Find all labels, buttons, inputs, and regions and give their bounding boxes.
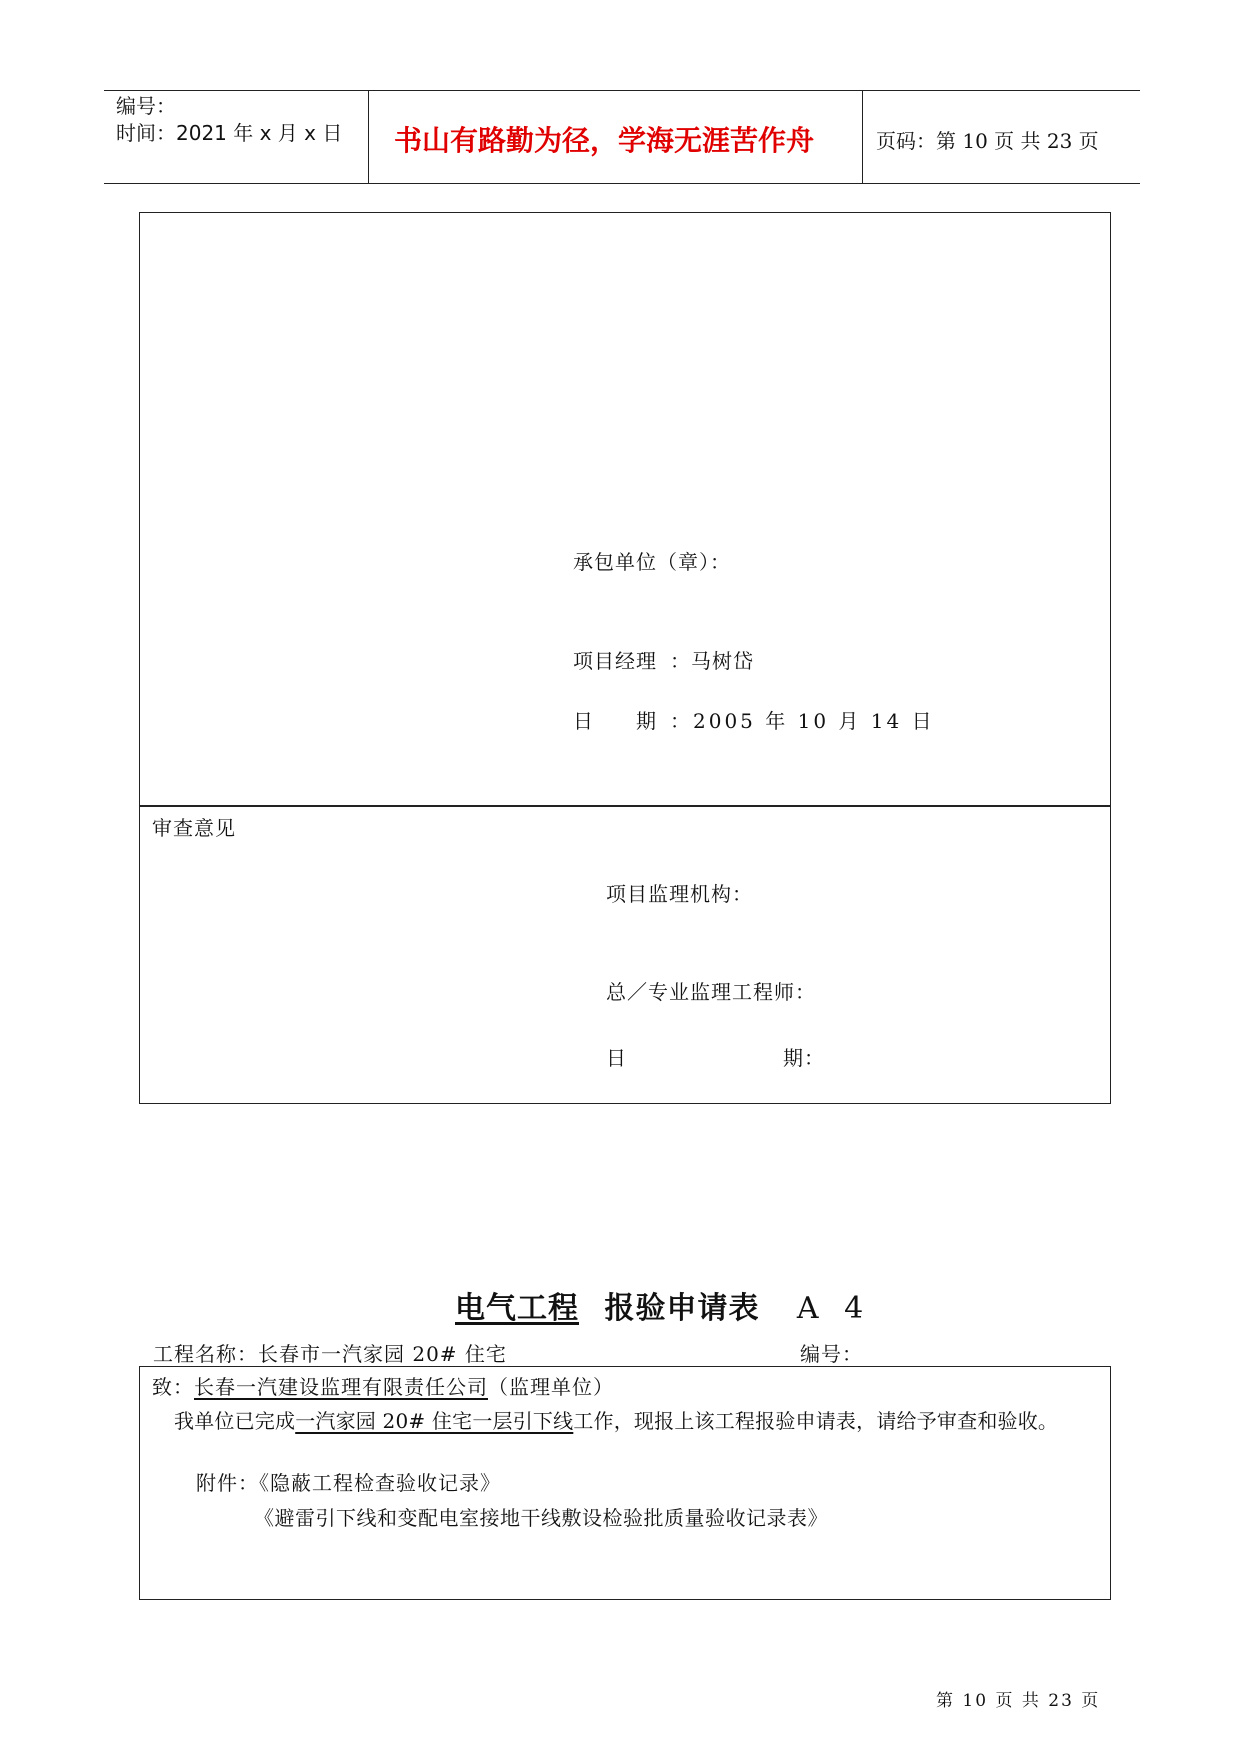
project-manager-label: 项目经理 — [573, 649, 657, 673]
header-page-info: 页码：第 10 页 共 23 页 — [876, 129, 1099, 153]
project-name-label: 工程名称： — [153, 1342, 258, 1366]
application-statement — [174, 1405, 1058, 1434]
supervising-engineer-label: 总／专业监理工程师： — [606, 980, 816, 1004]
review-date-label-b: 期： — [783, 1046, 825, 1070]
statement-work: 一汽家园 20# 住宅一层引下线 — [295, 1409, 574, 1433]
header-top-rule — [104, 90, 1140, 91]
contractor-date-value: ：2005 年 10 月 14 日 — [670, 709, 935, 733]
contractor-unit-label: 承包单位（章）： — [573, 550, 731, 574]
form-title — [455, 1283, 871, 1327]
project-name-row — [153, 1338, 507, 1367]
header-divider-right — [862, 90, 863, 184]
header-motto: 书山有路勤为径，学海无涯苦作舟 — [394, 124, 815, 157]
header-divider-left — [368, 90, 369, 184]
addressee-value: 长春一汽建设监理有限责任公司 — [194, 1375, 488, 1399]
contractor-section — [139, 212, 1111, 807]
review-date-label-a: 日 — [606, 1046, 627, 1070]
form-title-name: 报验申请表 — [604, 1291, 760, 1326]
addressee-row — [152, 1371, 614, 1400]
review-heading: 审查意见 — [152, 816, 236, 840]
header-time-label: 时间：2021 年 x 月 x 日 — [116, 121, 343, 145]
form-number-label: 编号： — [800, 1342, 863, 1366]
statement-suffix: 工作，现报上该工程报验申请表，请给予审查和验收。 — [573, 1409, 1059, 1433]
header-bottom-rule — [104, 183, 1140, 184]
supervision-org-label: 项目监理机构： — [606, 882, 753, 906]
attachment-1: 《隐蔽工程检查验收记录》 — [259, 1471, 501, 1495]
review-section — [139, 805, 1111, 1104]
statement-prefix: 我单位已完成 — [174, 1409, 296, 1433]
addressee-label: 致： — [152, 1375, 194, 1399]
attachment-2: 《避雷引下线和变配电室接地干线敷设检验批质量验收记录表》 — [254, 1506, 828, 1530]
attachment-label: 附件： — [196, 1471, 259, 1495]
header-number-label: 编号： — [116, 94, 176, 118]
addressee-suffix: （监理单位） — [488, 1375, 614, 1399]
contractor-date-label: 日 期 — [573, 709, 657, 733]
project-name-value: 长春市一汽家园 20# 住宅 — [258, 1342, 507, 1366]
application-section — [139, 1366, 1111, 1600]
form-title-code: A 4 — [796, 1291, 872, 1326]
attachment-row-1 — [196, 1467, 501, 1496]
form-title-subject: 电气工程 — [455, 1291, 579, 1326]
project-manager-value: ：马树岱 — [670, 649, 754, 673]
footer-page-number: 第 10 页 共 23 页 — [936, 1691, 1101, 1711]
